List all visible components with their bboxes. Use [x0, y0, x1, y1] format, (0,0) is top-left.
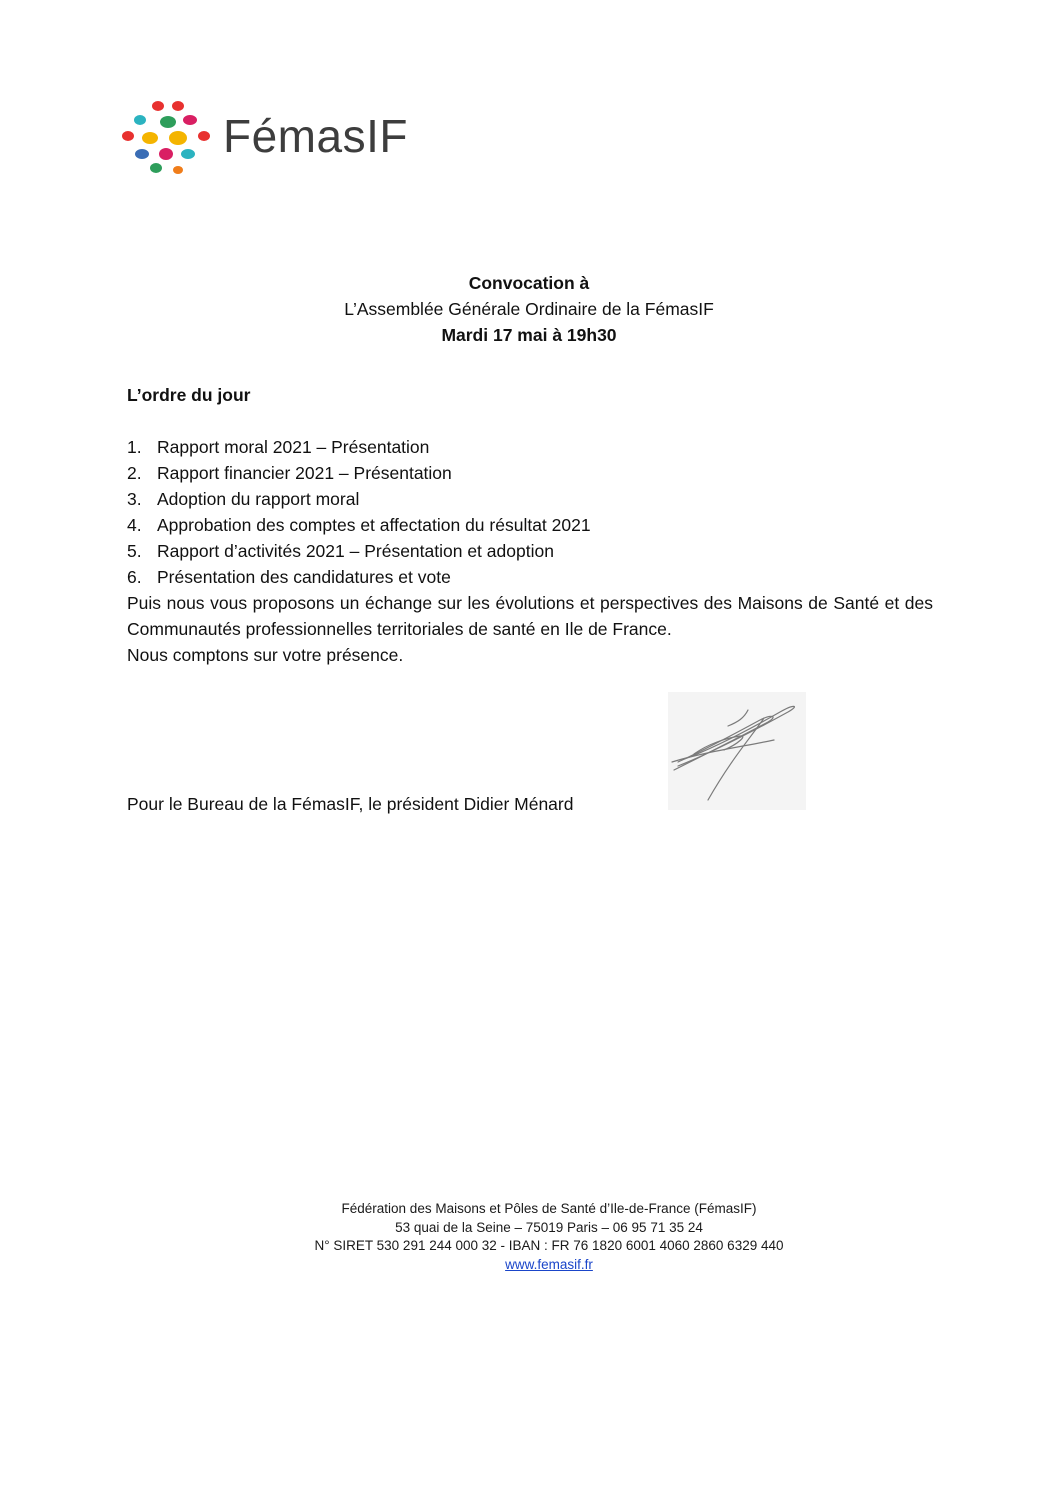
footer-line-1: Fédération des Maisons et Pôles de Santé d’Ile-de-France (FémasIF)	[341, 1201, 757, 1216]
agenda-item-number: 2.	[127, 463, 142, 483]
website-link[interactable]: www.femasif.fr	[505, 1256, 593, 1272]
agenda-item	[127, 538, 591, 564]
agenda-item	[127, 460, 591, 486]
agenda-item-text: Approbation des comptes et affectation du résultat 2021	[157, 515, 591, 535]
heading-line-1: Convocation à	[468, 273, 590, 293]
agenda-item-number: 5.	[127, 541, 142, 561]
logo-mark-icon	[120, 98, 216, 178]
agenda-item-number: 4.	[127, 515, 142, 535]
body-paragraph-2: Nous comptons sur votre présence.	[127, 645, 404, 665]
agenda-item	[127, 434, 591, 460]
femasif-logo	[120, 98, 440, 178]
logo-text: FémasIF	[223, 110, 408, 162]
body-paragraph-1: Puis nous vous proposons un échange sur les évolutions et perspectives des Maisons de Santé et des Communautés professionnelles territoriales de santé en Ile de France.	[127, 593, 933, 639]
agenda-item-text: Rapport moral 2021 – Présentation	[157, 437, 430, 457]
footer-line-3: N° SIRET 530 291 244 000 32 - IBAN : FR 76 1820 6001 4060 2860 6329 440	[314, 1238, 784, 1253]
agenda-item	[127, 486, 591, 512]
heading-line-3: Mardi 17 mai à 19h30	[441, 325, 617, 345]
agenda-item-text: Rapport d’activités 2021 – Présentation et adoption	[157, 541, 554, 561]
signature-icon	[668, 692, 806, 810]
footer	[0, 1200, 1058, 1274]
agenda-item-number: 1.	[127, 437, 142, 457]
agenda-item-text: Adoption du rapport moral	[157, 489, 360, 509]
agenda-item-number: 6.	[127, 567, 142, 587]
document-heading	[0, 270, 1058, 348]
body-text	[127, 590, 933, 668]
signoff-text: Pour le Bureau de la FémasIF, le président Didier Ménard	[127, 794, 574, 814]
agenda-title: L’ordre du jour	[127, 385, 251, 405]
agenda-item	[127, 564, 591, 590]
footer-line-2: 53 quai de la Seine – 75019 Paris – 06 95 71 35 24	[395, 1219, 703, 1235]
agenda-item	[127, 512, 591, 538]
agenda-item-text: Rapport financier 2021 – Présentation	[157, 463, 452, 483]
heading-line-2: L’Assemblée Générale Ordinaire de la FémasIF	[344, 299, 714, 319]
signature-image	[668, 692, 806, 810]
agenda-item-number: 3.	[127, 489, 142, 509]
agenda-list	[127, 434, 591, 590]
agenda-item-text: Présentation des candidatures et vote	[157, 567, 451, 587]
